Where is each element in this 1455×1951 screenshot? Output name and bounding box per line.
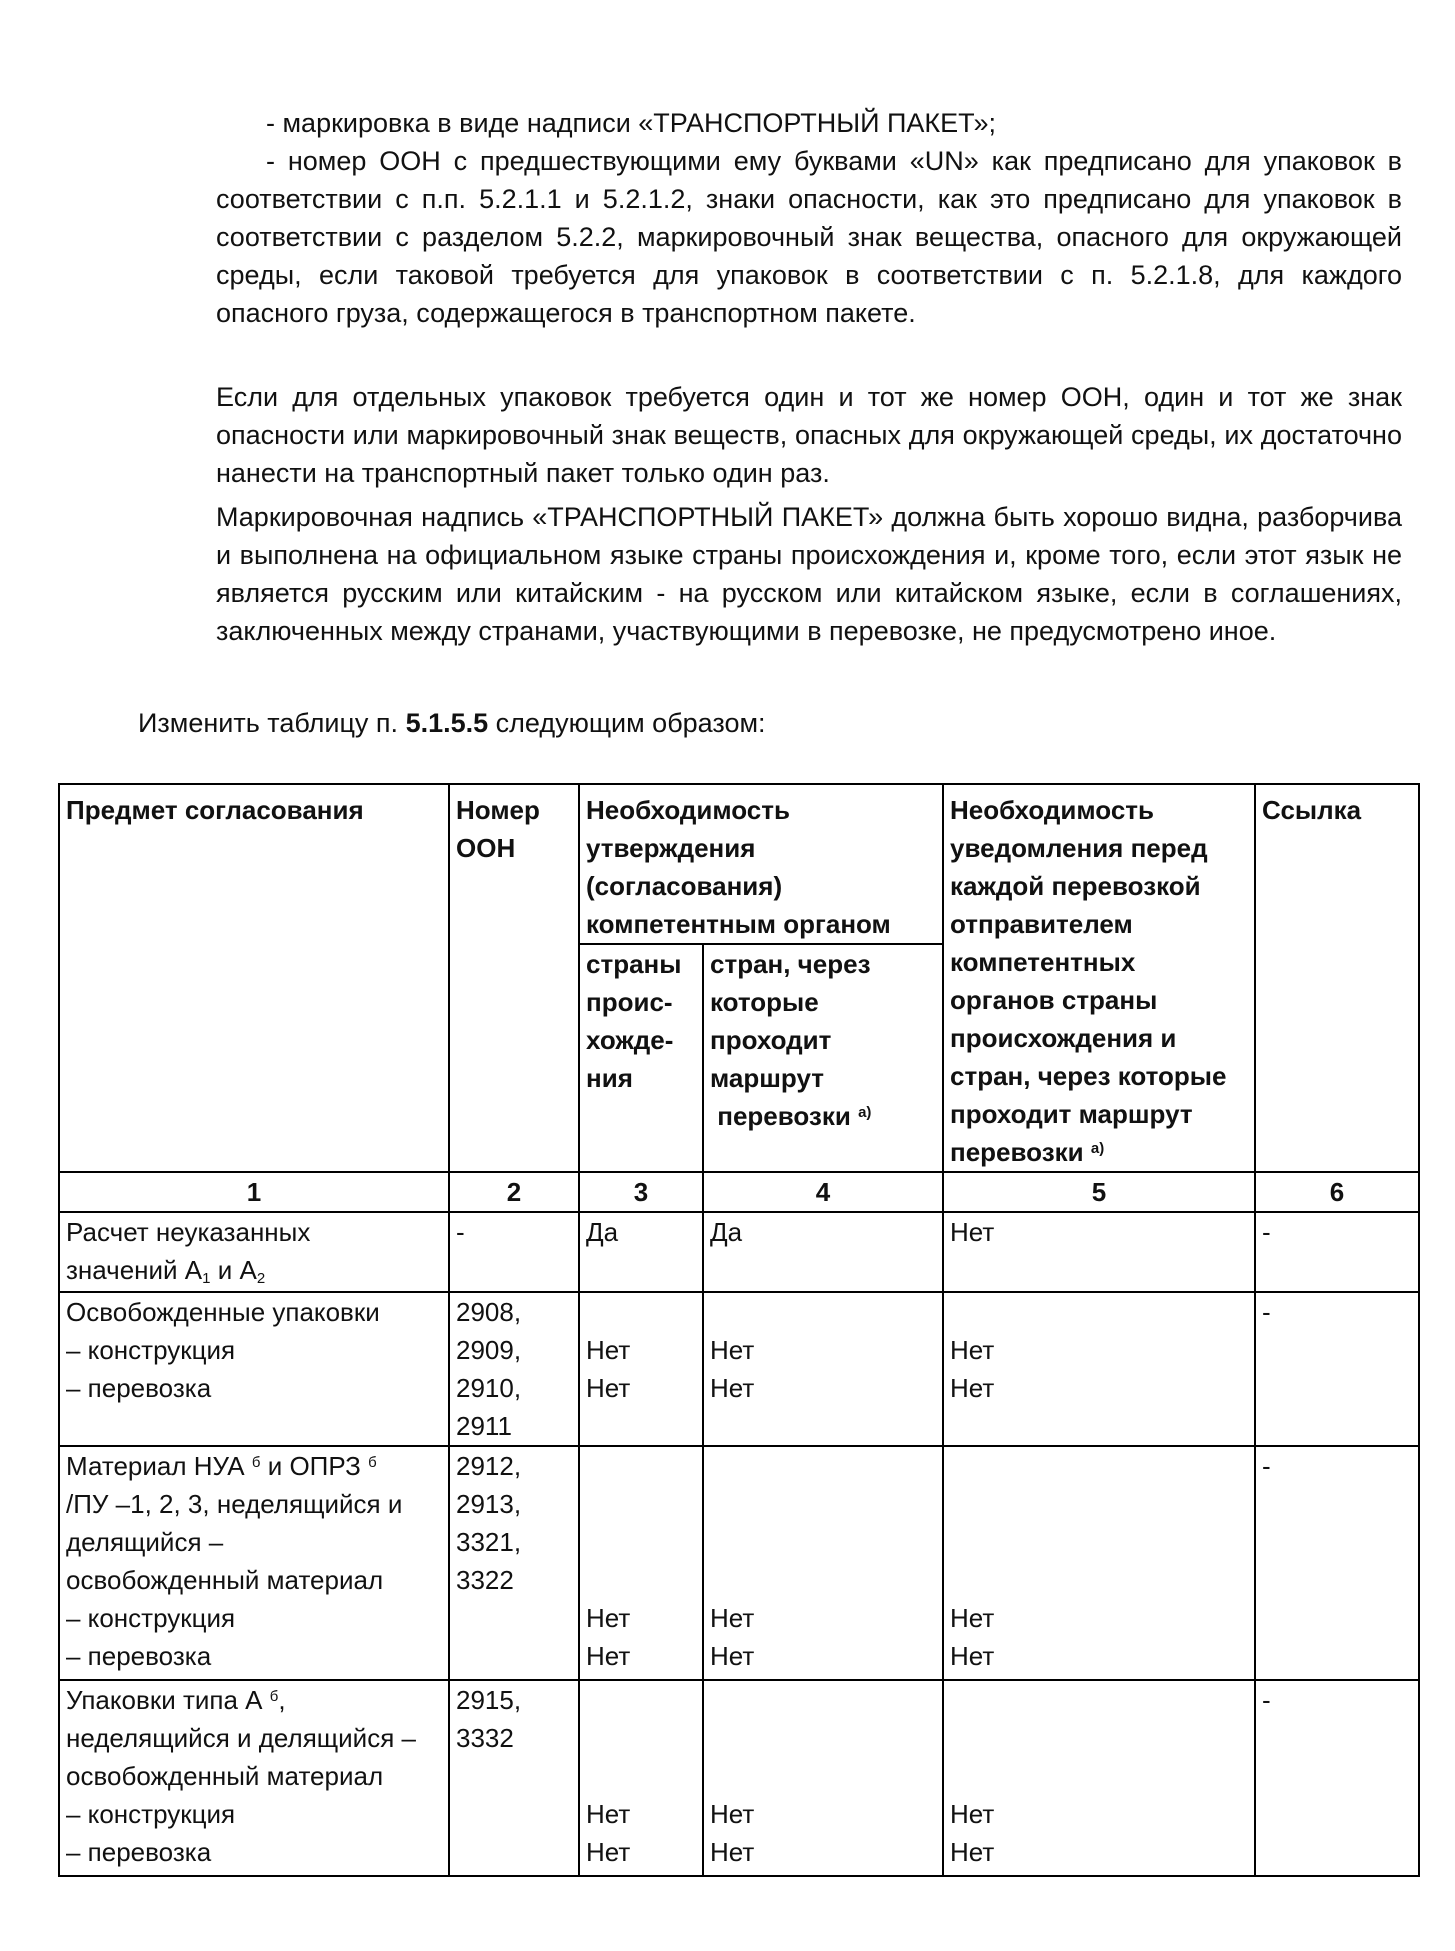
column-number-row xyxy=(59,1172,1419,1212)
row-un-number: 2915, 3332 xyxy=(449,1680,579,1876)
header-subject: Предмет согласования xyxy=(59,784,449,1172)
row-un-number: 2908, 2909, 2910, 2911 xyxy=(449,1292,579,1446)
row-notification: Нет Нет xyxy=(943,1446,1255,1680)
bullet-marking-label: - маркировка в виде надписи «ТРАНСПОРТНЫЙ ПАКЕТ»; xyxy=(266,108,996,138)
table-row xyxy=(59,1680,1419,1876)
row-origin: Нет Нет xyxy=(579,1292,703,1446)
instruction-before: Изменить таблицу п. xyxy=(138,708,406,738)
header-transit-countries: стран, через которые проходит маршрут перевозки $^{а)}$ xyxy=(703,944,943,1172)
column-number: 6 xyxy=(1255,1172,1419,1212)
row-subject: Расчет неуказанных значений $А_1$ и $А_2$ xyxy=(59,1212,449,1292)
row-reference: - xyxy=(1255,1212,1419,1292)
row-origin: Нет Нет xyxy=(579,1446,703,1680)
row-subject: Упаковки типа А $^б$, неделящийся и делящийся – освобожденный материал – конструкция – перевозка xyxy=(59,1680,449,1876)
header-reference: Ссылка xyxy=(1255,784,1419,1172)
header-notification: Необходимость уведомления перед каждой перевозкой отправителем компетентных органов страны происхождения и стран, через которые проходит маршрут перевозки $^{а)}$ xyxy=(943,784,1255,1172)
column-number: 5 xyxy=(943,1172,1255,1212)
row-notification: Нет Нет xyxy=(943,1680,1255,1876)
row-notification: Нет Нет xyxy=(943,1292,1255,1446)
table-row xyxy=(59,1212,1419,1292)
table-instruction xyxy=(138,704,766,742)
header-un-number: Номер ООН xyxy=(449,784,579,1172)
row-transit: Нет Нет xyxy=(703,1680,943,1876)
instruction-reference: 5.1.5.5 xyxy=(405,708,489,738)
footnote-a-notification: а) xyxy=(1090,1140,1105,1157)
paragraph-same-un: Если для отдельных упаковок требуется один и тот же номер ООН, один и тот же знак опасности или маркировочный знак веществ, опасных для окружающей среды, их достаточно нанести на транспортный пакет только один раз. xyxy=(216,382,1402,488)
row-un-number: - xyxy=(449,1212,579,1292)
row-subject: Освобожденные упаковки – конструкция – перевозка xyxy=(59,1292,449,1446)
row-origin: Нет Нет xyxy=(579,1680,703,1876)
paragraph-marking-language: Маркировочная надпись «ТРАНСПОРТНЫЙ ПАКЕТ» должна быть хорошо видна, разборчива и выполнена на официальном языке страны происхождения и, кроме того, если этот язык не является русским или китайским - на русском или китайском языке, если в соглашениях, заключенных между странами, участвующими в перевозке, не предусмотрено иное. xyxy=(216,502,1402,646)
column-number: 4 xyxy=(703,1172,943,1212)
row-transit: Нет Нет xyxy=(703,1446,943,1680)
row-notification: Нет xyxy=(943,1212,1255,1292)
table-row xyxy=(59,1292,1419,1446)
row-transit: Нет Нет xyxy=(703,1292,943,1446)
row-reference: - xyxy=(1255,1680,1419,1876)
header-approval: Необходимость утверждения (согласования) компетентным органом xyxy=(579,784,943,944)
bullet-un-number: - номер ООН с предшествующими ему буквами «UN» как предписано для упаковок в соответствии с п.п. 5.2.1.1 и 5.2.1.2, знаки опасности, как это предписано для упаковок в соответствии с разделом 5.2.2, маркировочный знак вещества, опасного для окружающей среды, если таковой требуется для упаковок в соответствии с п. 5.2.1.8, для каждого опасного груза, содержащегося в транспортном пакете. xyxy=(216,146,1402,328)
header-row-top xyxy=(59,784,1419,944)
row-reference: - xyxy=(1255,1292,1419,1446)
header-origin-country: страны проис- хожде- ния xyxy=(579,944,703,1172)
instruction-after: следующим образом: xyxy=(488,708,766,738)
row-un-number: 2912, 2913, 3321, 3322 xyxy=(449,1446,579,1680)
row-reference: - xyxy=(1255,1446,1419,1680)
approval-table xyxy=(58,783,1420,1877)
row-origin: Да xyxy=(579,1212,703,1292)
column-number: 3 xyxy=(579,1172,703,1212)
row-subject: Материал НУА $^б$ и ОПРЗ $^б$ /ПУ –1, 2, 3, неделящийся и делящийся – освобожденный материал – конструкция – перевозка xyxy=(59,1446,449,1680)
footnote-a-transit: а) xyxy=(858,1104,872,1121)
column-number: 2 xyxy=(449,1172,579,1212)
table-row xyxy=(59,1446,1419,1680)
column-number: 1 xyxy=(59,1172,449,1212)
row-transit: Да xyxy=(703,1212,943,1292)
